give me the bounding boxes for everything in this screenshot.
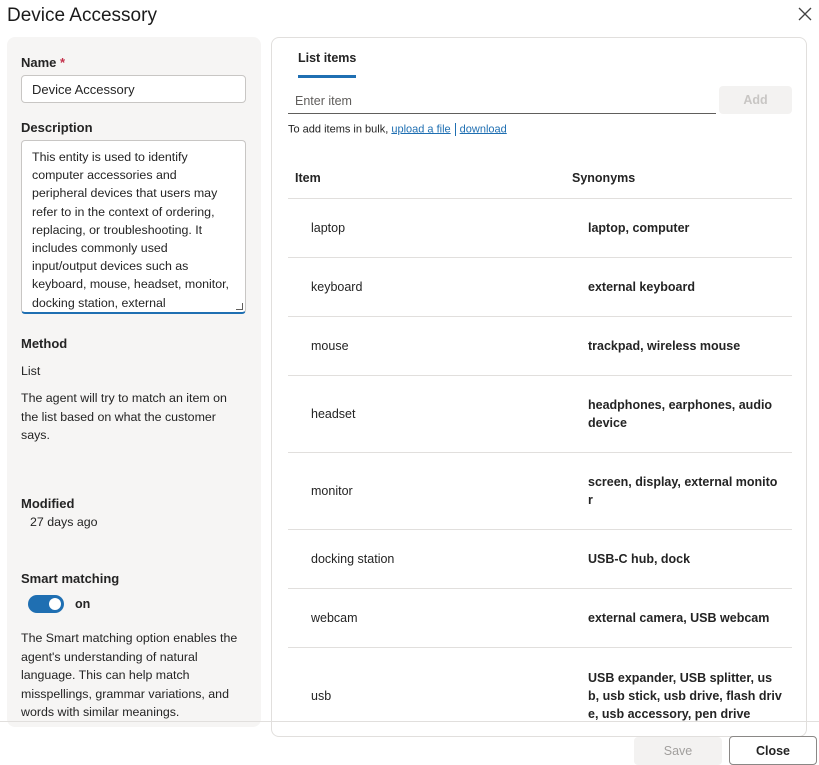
save-button[interactable]: Save — [634, 737, 722, 765]
required-marker: * — [60, 55, 66, 70]
tab-list-items[interactable]: List items — [298, 51, 356, 78]
entity-details-panel — [7, 37, 261, 727]
upload-file-link[interactable]: upload a file — [391, 123, 451, 136]
smart-matching-help-text: The Smart matching option enables the agent's understanding of natural language. This can help match misspellings, grammar variations, and words with similar meanings. — [21, 631, 238, 719]
row-item: laptop — [311, 221, 346, 235]
smart-matching-toggle[interactable] — [28, 595, 64, 613]
description-text: This entity is used to identify computer accessories and peripheral devices that users may refer to in the context of ordering, replacing, or troubleshooting. It includes commonly used input/output devices such as keyboard, mouse, headset, monitor, docking station, external — [32, 150, 229, 310]
modified-value: 27 days ago — [30, 515, 98, 529]
name-label: Name * — [21, 55, 66, 70]
enter-item-input[interactable] — [288, 88, 716, 114]
table-row[interactable] — [288, 648, 792, 737]
table-row[interactable] — [288, 453, 792, 530]
row-synonyms: headphones, earphones, audio device — [588, 398, 773, 430]
row-synonyms: external camera, USB webcam — [588, 611, 770, 625]
method-help-text: The agent will try to match an item on the list based on what the customer says. — [21, 391, 227, 442]
download-link[interactable]: download — [459, 123, 507, 136]
description-textarea[interactable] — [21, 140, 246, 314]
table-row[interactable] — [288, 199, 792, 258]
row-item: docking station — [311, 552, 395, 566]
row-item: headset — [311, 407, 356, 421]
row-synonyms: screen, display, external monitor — [588, 475, 778, 507]
link-divider — [455, 123, 456, 136]
column-header-synonyms: Synonyms — [572, 171, 636, 185]
table-row[interactable] — [288, 589, 792, 648]
row-synonyms: external keyboard — [588, 280, 695, 294]
method-label: Method — [21, 336, 68, 351]
row-synonyms: USB expander, USB splitter, usb, usb stick, usb drive, flash drive, usb accessory, pen drive — [588, 670, 782, 721]
table-header — [288, 157, 792, 199]
row-synonyms: trackpad, wireless mouse — [588, 339, 741, 353]
list-items-table — [288, 157, 792, 737]
toggle-knob — [49, 598, 61, 610]
row-item: webcam — [311, 611, 358, 625]
modified-label: Modified — [21, 496, 75, 511]
smart-matching-label: Smart matching — [21, 571, 120, 586]
description-label: Description — [21, 120, 93, 135]
bulk-add-hint — [288, 123, 507, 136]
dialog-title: Device Accessory — [7, 5, 157, 26]
name-input[interactable] — [21, 75, 246, 103]
smart-matching-state: on — [75, 597, 91, 611]
row-item: mouse — [311, 339, 349, 353]
bulk-add-text: To add items in bulk, — [288, 123, 389, 136]
row-synonyms: USB-C hub, dock — [588, 552, 691, 566]
table-row[interactable] — [288, 530, 792, 589]
resize-handle-icon[interactable] — [236, 303, 243, 310]
table-row[interactable] — [288, 317, 792, 376]
column-header-item: Item — [295, 171, 321, 185]
footer-divider — [0, 721, 819, 722]
row-synonyms: laptop, computer — [588, 221, 690, 235]
table-row[interactable] — [288, 376, 792, 453]
table-row[interactable] — [288, 258, 792, 317]
close-icon[interactable] — [797, 6, 813, 22]
list-items-panel — [271, 37, 807, 737]
add-button[interactable]: Add — [719, 86, 792, 114]
method-value: List — [21, 364, 41, 378]
row-item: keyboard — [311, 280, 363, 294]
row-item: usb — [311, 688, 332, 703]
close-button[interactable]: Close — [729, 736, 817, 765]
row-item: monitor — [311, 484, 353, 498]
